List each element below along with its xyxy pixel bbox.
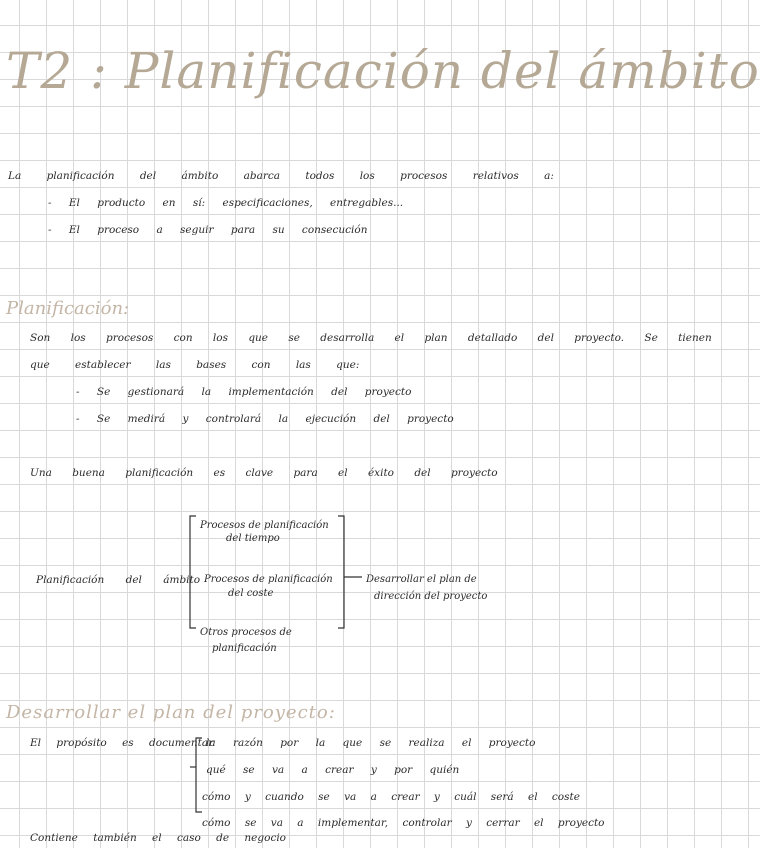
diagram-item-1-line-1: Procesos de planificación (200, 520, 329, 531)
diagram-item-2-line-1: Procesos de planificación (204, 574, 333, 585)
diagram-item-1-line-2: del tiempo (226, 533, 280, 544)
section-heading-desarrollar: Desarrollar el plan del proyecto: (6, 702, 336, 723)
diagram-result-line-2: dirección del proyecto (374, 591, 488, 602)
intro-bullet-1: - El producto en sí: especificaciones, entregables... (48, 197, 404, 209)
diagram-left-label: Planificación del ámbito (36, 574, 201, 586)
desarrollar-lead: El propósito es documentar (30, 737, 214, 749)
planificacion-line-2: que establecer las bases con las que: (30, 359, 360, 371)
desarrollar-item-1: la razón por la que se realiza el proyecto (206, 737, 536, 749)
intro-line: La planificación del ámbito abarca todos los procesos relativos a: (8, 170, 554, 182)
diagram-item-3-line-2: planificación (212, 643, 277, 654)
planificacion-bullet-1: - Se gestionará la implementación del proyecto (76, 386, 412, 398)
desarrollar-item-4: cómo se va a implementar, controlar y cerrar el proyecto (202, 817, 605, 829)
diagram-result-line-1: Desarrollar el plan de (366, 574, 477, 585)
planificacion-key-line: Una buena planificación es clave para el éxito del proyecto (30, 467, 498, 479)
diagram-item-3-line-1: Otros procesos de (200, 627, 292, 638)
intro-bullet-2: - El proceso a seguir para su consecución (48, 224, 368, 236)
desarrollar-footer: Contiene también el caso de negocio (30, 832, 287, 844)
diagram-item-2-line-2: del coste (228, 588, 274, 599)
desarrollar-item-2: qué se va a crear y por quién (206, 764, 460, 776)
desarrollar-item-3: cómo y cuando se va a crear y cuál será el coste (202, 791, 580, 803)
section-heading-planificacion: Planificación: (6, 298, 130, 319)
page-title: T2 : Planificación del ámbito (6, 42, 760, 100)
planificacion-bullet-2: - Se medirá y controlará la ejecución del proyecto (76, 413, 454, 425)
planificacion-line-1: Son los procesos con los que se desarrolla el plan detallado del proyecto. Se tienen (30, 332, 712, 344)
